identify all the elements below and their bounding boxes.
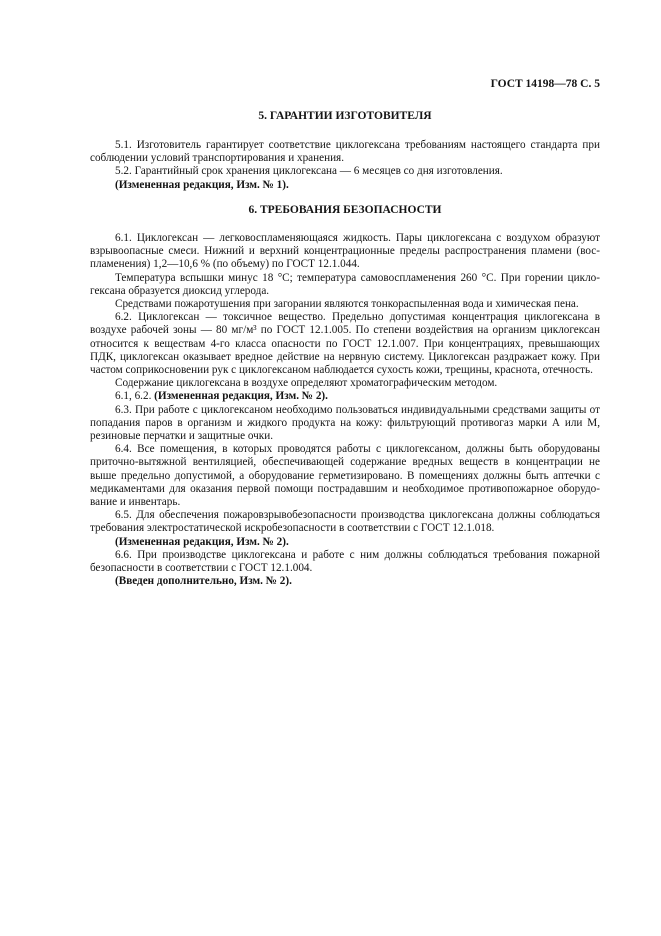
paragraph: 6.6. При производстве циклогексана и работе с ним должны соблюдаться требования пожарной безопасности в соответствии с ГОСТ 12.1.004. [90, 548, 600, 575]
amendment-note: 6.1, 6.2. (Измененная редакция, Изм. № 2). [115, 390, 328, 403]
paragraph: 6.5. Для обеспечения пожаровзрывобезопасности производства циклогексана должны соблюдаться требования электростатической искробезопасности в соответствии с ГОСТ 12.1.018. [90, 509, 600, 535]
section-6-body [90, 232, 600, 588]
paragraph: 6.2. Циклогексан — токсичное вещество. Предельно допустимая концентрация циклогексана в воздухе рабочей зоны — 80 мг/м³ по ГОСТ 12.1.005. По степени воздействия на организм циклогексан относится к веществам 4-го класса опасности по ГОСТ 12.1.007. При концентрациях, превышающих ПДК, циклогексан оказывает вредное действие на нервную систему. Циклогексан раздражает кожу. При частом соприкосновении рук с циклогексаном наблюдается сухость кожи, трещины, краснота, отечность. [90, 311, 600, 377]
page-header: ГОСТ 14198—78 С. 5 [490, 78, 600, 90]
amendment-note: (Введен дополнительно, Изм. № 2). [115, 575, 292, 588]
section-5-title: 5. ГАРАНТИИ ИЗГОТОВИТЕЛЯ [258, 110, 432, 122]
section-6-title: 6. ТРЕБОВАНИЯ БЕЗОПАСНОСТИ [248, 204, 442, 216]
paragraph: Средствами пожаротушения при загорании являются тонкораспыленная вода и химическая пена. [115, 298, 579, 311]
section-5-body [90, 139, 600, 192]
amendment-note: (Измененная редакция, Изм. № 2). [115, 535, 289, 548]
paragraph: Температура вспышки минус 18 °С; температура самовоспламенения 260 °С. При горении цикло-гексана образуется диоксид углерода. [90, 271, 600, 297]
paragraph: 6.4. Все помещения, в которых проводятся работы с циклогексаном, должны быть оборудованы приточно-вытяжной вентиляцией, обеспечивающей содержание вредных веществ в концентрации не выше предельно допустимой, а оборудование герметизировано. В помещениях должны быть аптечки с медикаментами для оказания первой помощи пострадавшим и необходимое противопожарное оборудо-вание и инвентарь. [90, 443, 600, 509]
paragraph: 5.2. Гарантийный срок хранения циклогексана — 6 месяцев со дня изготовления. [115, 165, 503, 178]
amendment-note: (Измененная редакция, Изм. № 1). [115, 178, 289, 191]
paragraph: 5.1. Изготовитель гарантирует соответствие циклогексана требованиям настоящего стандарта при соблюдении условий транспортирования и хранения. [90, 139, 600, 165]
paragraph: 6.3. При работе с циклогексаном необходимо пользоваться индивидуальными средствами защиты от попадания паров в организм и жидкого продукта на кожу: фильтрующий противогаз марки А или М, резиновые перчатки и защитные очки. [90, 403, 600, 443]
paragraph: Содержание циклогексана в воздухе определяют хроматографическим методом. [115, 377, 498, 390]
paragraph: 6.1. Циклогексан — легковоспламеняющаяся жидкость. Пары циклогексана с воздухом образуют взрывоопасные смеси. Нижний и верхний концентрационные пределы распространения пламени (вос-пламенения) 1,2—10,6 % (по объему) по ГОСТ 12.1.044. [90, 232, 600, 271]
